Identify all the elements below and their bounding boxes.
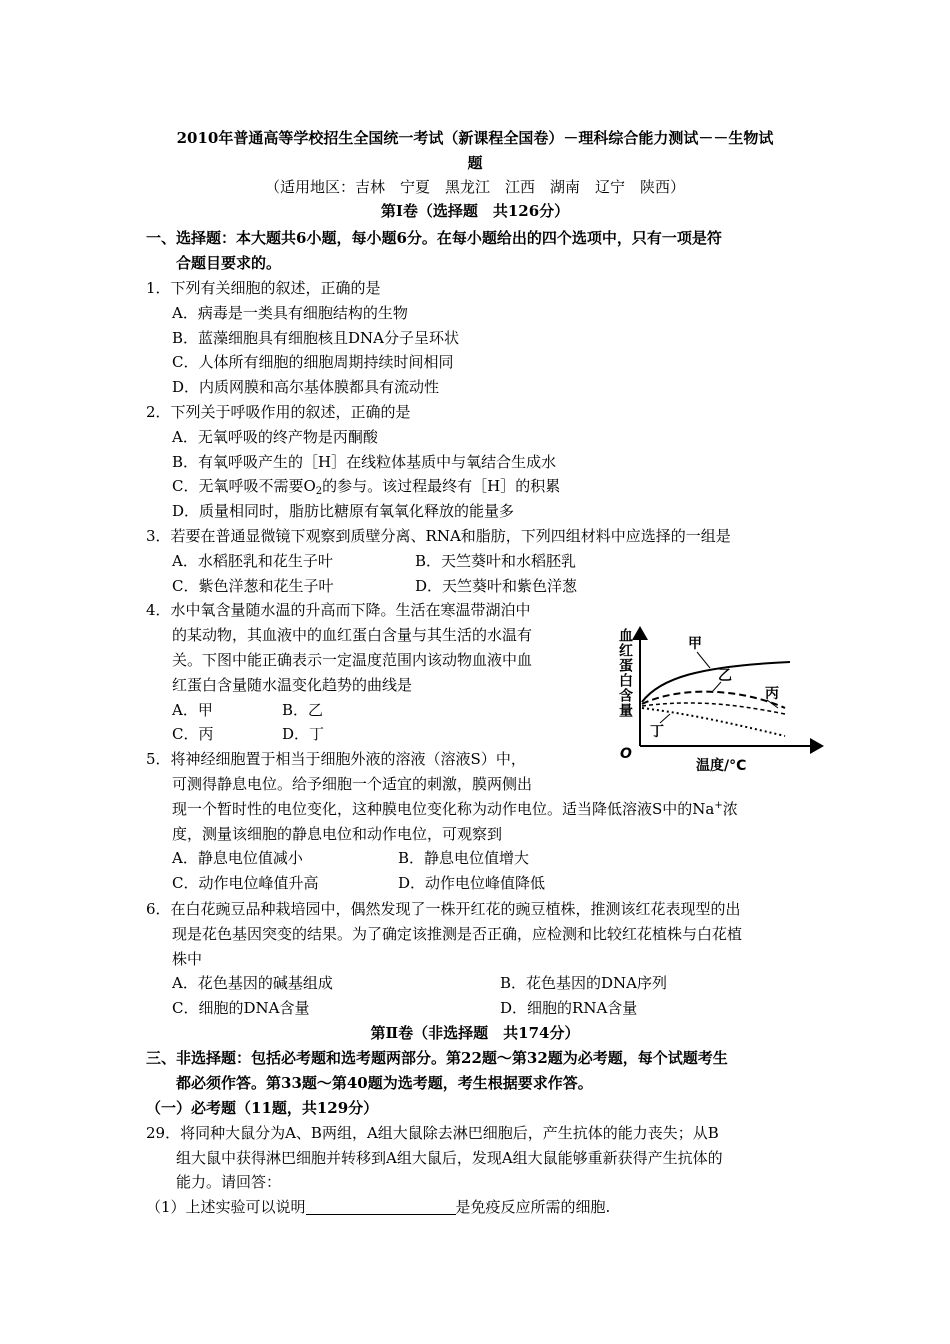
- q3-option-d: D．天竺葵叶和紫色洋葱: [415, 577, 578, 595]
- q4-stem-line3: 关。下图中能正确表示一定温度范围内该动物血液中血: [172, 651, 533, 669]
- q3-option-b: B．天竺葵叶和水稻胚乳: [415, 552, 577, 570]
- applicable-regions: （适用地区：吉林 宁夏 黑龙江 江西 湖南 辽宁 陕西）: [264, 178, 685, 196]
- q2-stem: 2．下列关于呼吸作用的叙述，正确的是: [146, 403, 411, 421]
- curve-bing: [642, 703, 785, 714]
- q6-option-a: A．花色基因的碱基组成: [172, 974, 333, 992]
- q5-stem-line2: 可测得静息电位。给予细胞一个适宜的刺激，膜两侧出: [172, 775, 533, 793]
- q29-stem-line3: 能力。请回答：: [176, 1173, 282, 1191]
- q5-stem-line4: 度，测量该细胞的静息电位和动作电位，可观察到: [172, 825, 503, 843]
- q1-stem: 1．下列有关细胞的叙述，正确的是: [146, 279, 381, 297]
- q2-option-b: B．有氧呼吸产生的［H］在线粒体基质中与氧结合生成水: [172, 453, 557, 471]
- q4-option-d: D．丁: [282, 725, 325, 743]
- q5-option-d: D．动作电位峰值降低: [398, 874, 546, 892]
- section3-instructions-line1: 三、非选择题：包括必考题和选考题两部分。第22题～第32题为必考题，每个试题考生: [146, 1049, 728, 1067]
- curve-label-bing: 丙: [765, 686, 779, 702]
- q4-stem-line1: 4．水中氧含量随水温的升高而下降。生活在寒温带湖泊中: [146, 601, 531, 619]
- q4-option-c: C．丙: [172, 725, 214, 743]
- q6-stem-line2: 现是花色基因突变的结果。为了确定该推测是否正确，应检测和比较红花植株与白花植: [172, 925, 743, 943]
- curve-label-ding: 丁: [650, 724, 664, 740]
- q5-option-b: B．静息电位值增大: [398, 849, 530, 867]
- q4-option-b: B．乙: [282, 701, 324, 719]
- curve-label-yi: 乙: [718, 668, 732, 684]
- q3-stem: 3．若要在普通显微镜下观察到质壁分离、RNA和脂肪，下列四组材料中应选择的一组是: [146, 527, 731, 545]
- section3-instructions-line2: 都必须作答。第33题～第40题为选考题，考生根据要求作答。: [176, 1074, 593, 1092]
- required-section-title: （一）必考题（11题，共129分）: [146, 1099, 379, 1117]
- curve-label-jia: 甲: [688, 636, 702, 652]
- q6-stem-line1: 6．在白花豌豆品种栽培园中，偶然发现了一株开红花的豌豆植株，推测该红花表现型的出: [146, 900, 741, 918]
- section1-instructions-line2: 合题目要求的。: [176, 254, 282, 272]
- q6-stem-line3: 株中: [172, 950, 203, 968]
- q29-stem-line1: 29．将同种大鼠分为A、B两组，A组大鼠除去淋巴细胞后，产生抗体的能力丧失；从B: [146, 1124, 719, 1142]
- q6-option-b: B．花色基因的DNA序列: [500, 974, 668, 992]
- origin-label: O: [620, 746, 632, 762]
- q29-stem-line2: 组大鼠中获得淋巴细胞并转移到A组大鼠后，发现A组大鼠能够重新获得产生抗体的: [176, 1149, 723, 1167]
- q1-option-b: B．蓝藻细胞具有细胞核且DNA分子呈环状: [172, 329, 460, 347]
- q5-option-c: C．动作电位峰值升高: [172, 874, 319, 892]
- q1-option-d: D．内质网膜和高尔基体膜都具有流动性: [172, 378, 440, 396]
- section1-instructions-line1: 一、选择题：本大题共6小题，每小题6分。在每小题给出的四个选项中，只有一项是符: [146, 229, 722, 247]
- hemoglobin-temperature-figure: [600, 618, 830, 778]
- part1-title: 第Ⅰ卷（选择题 共126分）: [380, 202, 570, 220]
- q6-option-c: C．细胞的DNA含量: [172, 999, 310, 1017]
- q5-stem-line1: 5．将神经细胞置于相当于细胞外液的溶液（溶液S）中，: [146, 750, 526, 768]
- y-axis-label: 血红蛋白含量: [617, 628, 633, 718]
- q29-subquestion-1: （1）上述实验可以说明 是免疫反应所需的细胞.: [146, 1198, 611, 1216]
- q4-option-a: A．甲: [172, 701, 213, 719]
- part2-title: 第Ⅱ卷（非选择题 共174分）: [370, 1024, 580, 1042]
- q2-option-d: D．质量相同时，脂肪比糖原有氧氧化释放的能量多: [172, 502, 515, 520]
- q3-option-a: A．水稻胚乳和花生子叶: [172, 552, 333, 570]
- q5-option-a: A．静息电位值减小: [172, 849, 303, 867]
- q5-stem-line3: 现一个暂时性的电位变化，这种膜电位变化称为动作电位。适当降低溶液S中的Na+浓: [172, 800, 738, 818]
- paper-title-line1: 2010年普通高等学校招生全国统一考试（新课程全国卷）－理科综合能力测试－－生物试: [176, 129, 774, 147]
- q3-option-c: C．紫色洋葱和花生子叶: [172, 577, 334, 595]
- q2-option-c: C．无氧呼吸不需要$O_2$的参与。该过程最终有［H］的积累: [172, 477, 561, 497]
- q1-option-a: A．病毒是一类具有细胞结构的生物: [172, 304, 408, 322]
- q6-option-d: D．细胞的RNA含量: [500, 999, 638, 1017]
- q2-option-a: A．无氧呼吸的终产物是丙酮酸: [172, 428, 378, 446]
- curve-yi: [642, 692, 785, 708]
- answer-blank[interactable]: [306, 1198, 456, 1215]
- x-axis-label: 温度/°C: [696, 758, 747, 774]
- q4-stem-line2: 的某动物，其血液中的血红蛋白含量与其生活的水温有: [172, 626, 533, 644]
- q4-stem-line4: 红蛋白含量随水温变化趋势的曲线是: [172, 676, 413, 694]
- q1-option-c: C．人体所有细胞的细胞周期持续时间相同: [172, 353, 454, 371]
- paper-title-line2: 题: [467, 154, 483, 172]
